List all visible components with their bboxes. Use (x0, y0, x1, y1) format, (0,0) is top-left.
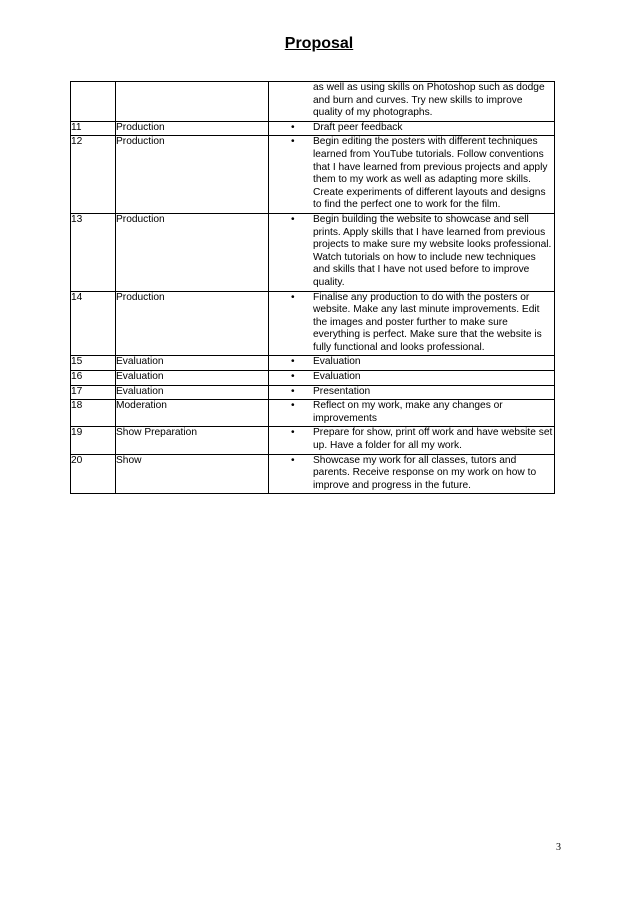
task-cell (269, 400, 555, 427)
task-text: Presentation (313, 385, 371, 397)
table-row (71, 213, 555, 291)
bullet-icon: • (291, 136, 295, 148)
task-text: Reflect on my work, make any changes or improvements (313, 400, 503, 424)
week-cell: 11 (71, 121, 116, 136)
task-item (269, 386, 554, 399)
table-row (71, 371, 555, 386)
stage-cell: Evaluation (116, 356, 269, 371)
task-cell (269, 427, 555, 454)
task-item (269, 455, 554, 493)
task-text: Begin editing the posters with different techniques learned from YouTube tutorials. Follow conventions that I have learned from previous projects and apply them to my work as well as adapting more skills. Create experiments of different layouts and designs to find the perfect one to work for the film. (313, 136, 548, 211)
week-cell: 18 (71, 400, 116, 427)
task-item (269, 122, 554, 135)
task-text: Begin building the website to showcase and sell prints. Apply skills that I have learned from previous projects to make sure my website looks professional. Watch tutorials on how to include new techniques and skills that I have not used before to improve quality. (313, 213, 552, 288)
bullet-icon: • (291, 371, 295, 383)
week-cell: 14 (71, 291, 116, 356)
task-text: Finalise any production to do with the posters or website. Make any last minute improvements. Edit the images and poster further to make sure everything is perfect. Make sure that the website is fully functional and looks professional. (313, 291, 542, 353)
bullet-icon: • (291, 454, 295, 466)
bullet-icon: • (291, 121, 295, 133)
stage-cell (116, 82, 269, 122)
table-row (71, 291, 555, 356)
task-cell (269, 121, 555, 136)
task-text: Evaluation (313, 371, 361, 383)
week-cell: 19 (71, 427, 116, 454)
bullet-icon: • (291, 213, 295, 225)
task-cell (269, 454, 555, 494)
task-cell (269, 356, 555, 371)
table-row-continuation (71, 82, 555, 122)
table-row (71, 427, 555, 454)
stage-cell: Production (116, 213, 269, 291)
task-item (269, 356, 554, 369)
table-row (71, 454, 555, 494)
task-text: Showcase my work for all classes, tutors and parents. Receive response on my work on how to improve and progress in the future. (313, 454, 537, 491)
week-cell: 17 (71, 385, 116, 400)
task-cell (269, 82, 555, 122)
bullet-icon: • (291, 427, 295, 439)
stage-cell: Evaluation (116, 385, 269, 400)
schedule-table (70, 81, 555, 494)
stage-cell: Show (116, 454, 269, 494)
table-row (71, 136, 555, 214)
week-cell: 12 (71, 136, 116, 214)
bullet-icon: • (291, 400, 295, 412)
stage-cell: Production (116, 136, 269, 214)
task-item (269, 214, 554, 290)
page-number: 3 (556, 842, 561, 853)
stage-cell: Production (116, 291, 269, 356)
stage-cell: Moderation (116, 400, 269, 427)
continuation-text: as well as using skills on Photoshop such as dodge and burn and curves. Try new skills to improve quality of my photographs. (313, 82, 545, 119)
task-item (269, 292, 554, 355)
task-item (269, 427, 554, 452)
table-row (71, 385, 555, 400)
stage-cell: Evaluation (116, 371, 269, 386)
task-text: Evaluation (313, 356, 361, 368)
task-item (269, 136, 554, 212)
week-cell: 15 (71, 356, 116, 371)
task-cell (269, 291, 555, 356)
schedule-body (71, 82, 555, 494)
week-cell (71, 82, 116, 122)
task-item (269, 400, 554, 425)
task-cell (269, 213, 555, 291)
task-cell (269, 371, 555, 386)
table-row (71, 356, 555, 371)
week-cell: 16 (71, 371, 116, 386)
bullet-icon: • (291, 291, 295, 303)
bullet-icon: • (291, 356, 295, 368)
task-cell (269, 385, 555, 400)
task-text: Draft peer feedback (313, 121, 403, 133)
week-cell: 13 (71, 213, 116, 291)
table-row (71, 400, 555, 427)
stage-cell: Production (116, 121, 269, 136)
week-cell: 20 (71, 454, 116, 494)
task-cell (269, 136, 555, 214)
page-title: Proposal (284, 35, 354, 52)
stage-cell: Show Preparation (116, 427, 269, 454)
table-row (71, 121, 555, 136)
task-item (269, 371, 554, 384)
bullet-icon: • (291, 385, 295, 397)
task-text: Prepare for show, print off work and have website set up. Have a folder for all my work. (313, 427, 553, 452)
